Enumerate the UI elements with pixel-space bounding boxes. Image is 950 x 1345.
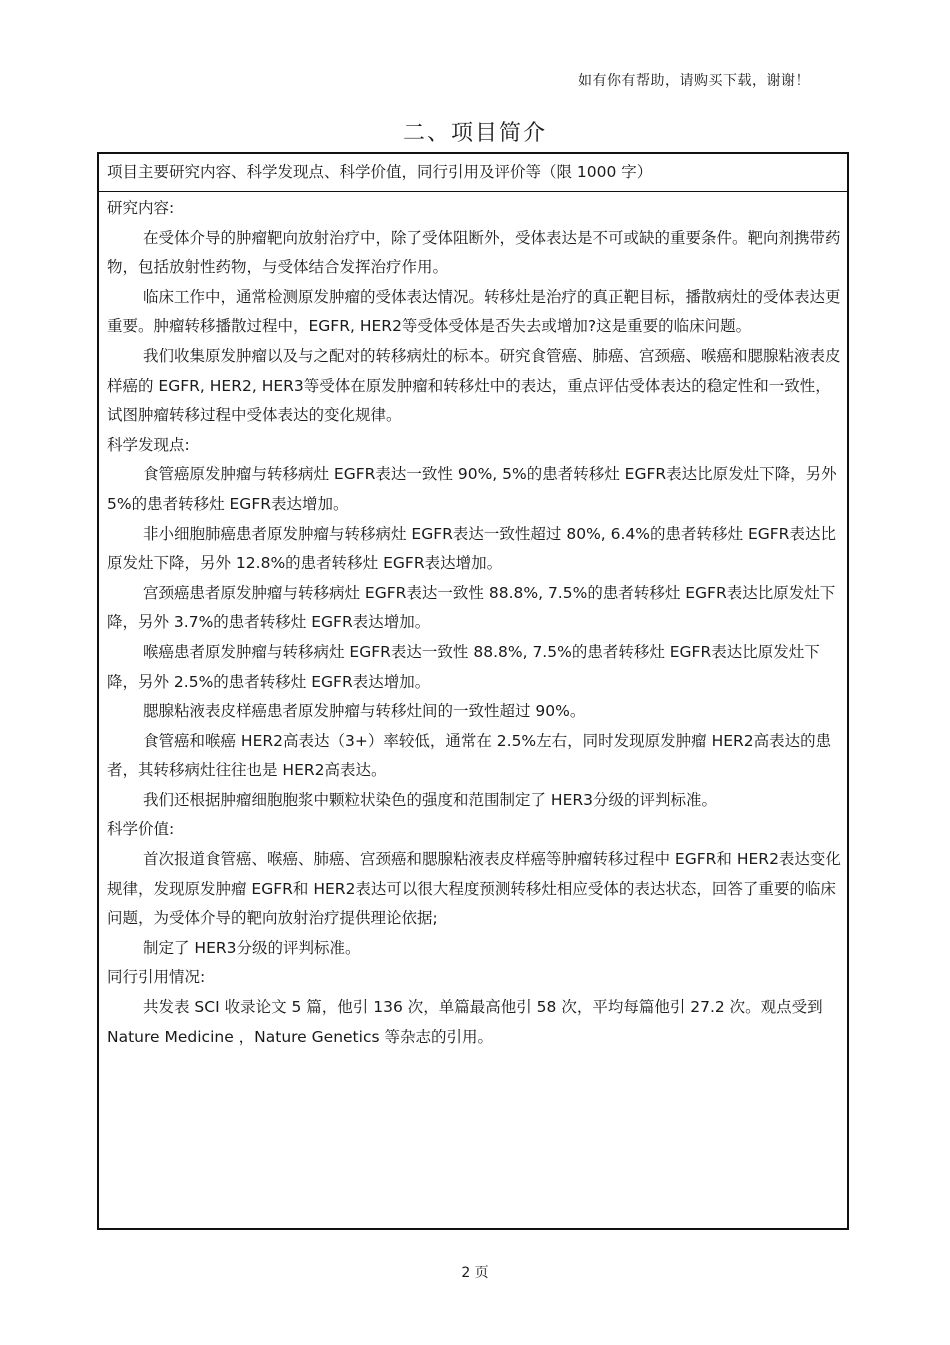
findings-paragraph: 喉癌患者原发肿瘤与转移病灶 EGFR表达一致性 88.8%, 7.5%的患者转移灶 EGFR表达比原发灶下降，另外 2.5%的患者转移灶 EGFR表达增加。 (107, 642, 820, 691)
findings-paragraph: 腮腺粘液表皮样癌患者原发肿瘤与转移灶间的一致性超过 90%。 (143, 702, 586, 721)
findings-label: 科学发现点: (107, 435, 190, 454)
value-label: 科学价值: (107, 820, 175, 839)
section-title: 二、项目简介 (402, 121, 547, 146)
value-paragraph: 制定了 HER3分级的评判标准。 (143, 938, 361, 957)
citations-label: 同行引用情况: (107, 968, 206, 987)
research-paragraph: 我们收集原发肿瘤以及与之配对的转移病灶的标本。研究食管癌、肺癌、宫颈癌、喉癌和腮腺粘液表皮样癌的 EGFR, HER2, HER3等受体在原发肿瘤和转移灶中的表达，重点评估受体表达的稳定性和一致性，试图肿瘤转移过程中受体表达的变化规律。 (107, 346, 841, 425)
citations-paragraph: 共发表 SCI 收录论文 5 篇，他引 136 次，单篇最高他引 58 次，平均每篇他引 27.2 次。观点受到 Nature Medicine ，Nature Genetics 等杂志的引用。 (107, 998, 823, 1046)
findings-paragraph: 我们还根据肿瘤细胞胞浆中颗粒状染色的强度和范围制定了 HER3分级的评判标准。 (143, 790, 718, 809)
findings-paragraph: 食管癌原发肿瘤与转移病灶 EGFR表达一致性 90%, 5%的患者转移灶 EGFR表达比原发灶下降，另外 5%的患者转移灶 EGFR表达增加。 (107, 465, 837, 513)
content-box (97, 152, 849, 1230)
research-paragraph: 在受体介导的肿瘤靶向放射治疗中，除了受体阻断外，受体表达是不可或缺的重要条件。靶向剂携带药物，包括放射性药物，与受体结合发挥治疗作用。 (107, 228, 841, 277)
findings-paragraph: 非小细胞肺癌患者原发肿瘤与转移病灶 EGFR表达一致性超过 80%, 6.4%的患者转移灶 EGFR表达比原发灶下降，另外 12.8%的患者转移灶 EGFR表达增加。 (107, 524, 836, 573)
research-label: 研究内容: (107, 199, 175, 217)
box-header: 项目主要研究内容、科学发现点、科学价值，同行引用及评价等（限 1000 字） (99, 154, 847, 192)
value-paragraph: 首次报道食管癌、喉癌、肺癌、宫颈癌和腮腺粘液表皮样癌等肿瘤转移过程中 EGFR和 HER2表达变化规律，发现原发肿瘤 EGFR和 HER2表达可以很大程度预测转移灶相应受体的表达状态，回答了重要的临床问题，为受体介导的靶向放射治疗提供理论依据; (107, 850, 841, 928)
box-body (99, 192, 847, 1052)
findings-paragraph: 宫颈癌患者原发肿瘤与转移病灶 EGFR表达一致性 88.8%, 7.5%的患者转移灶 EGFR表达比原发灶下降，另外 3.7%的患者转移灶 EGFR表达增加。 (107, 583, 836, 632)
findings-paragraph: 食管癌和喉癌 HER2高表达（3+）率较低，通常在 2.5%左右，同时发现原发肿瘤 HER2高表达的患者，其转移病灶往往也是 HER2高表达。 (107, 731, 832, 780)
page-number: 2 页 (461, 1265, 489, 1281)
header-note: 如有你有帮助，请购买下载，谢谢！ (578, 73, 810, 89)
research-paragraph: 临床工作中，通常检测原发肿瘤的受体表达情况。转移灶是治疗的真正靶目标，播散病灶的受体表达更重要。肿瘤转移播散过程中，EGFR, HER2等受体受体是否失去或增加?这是重要的临床问题。 (107, 287, 841, 336)
